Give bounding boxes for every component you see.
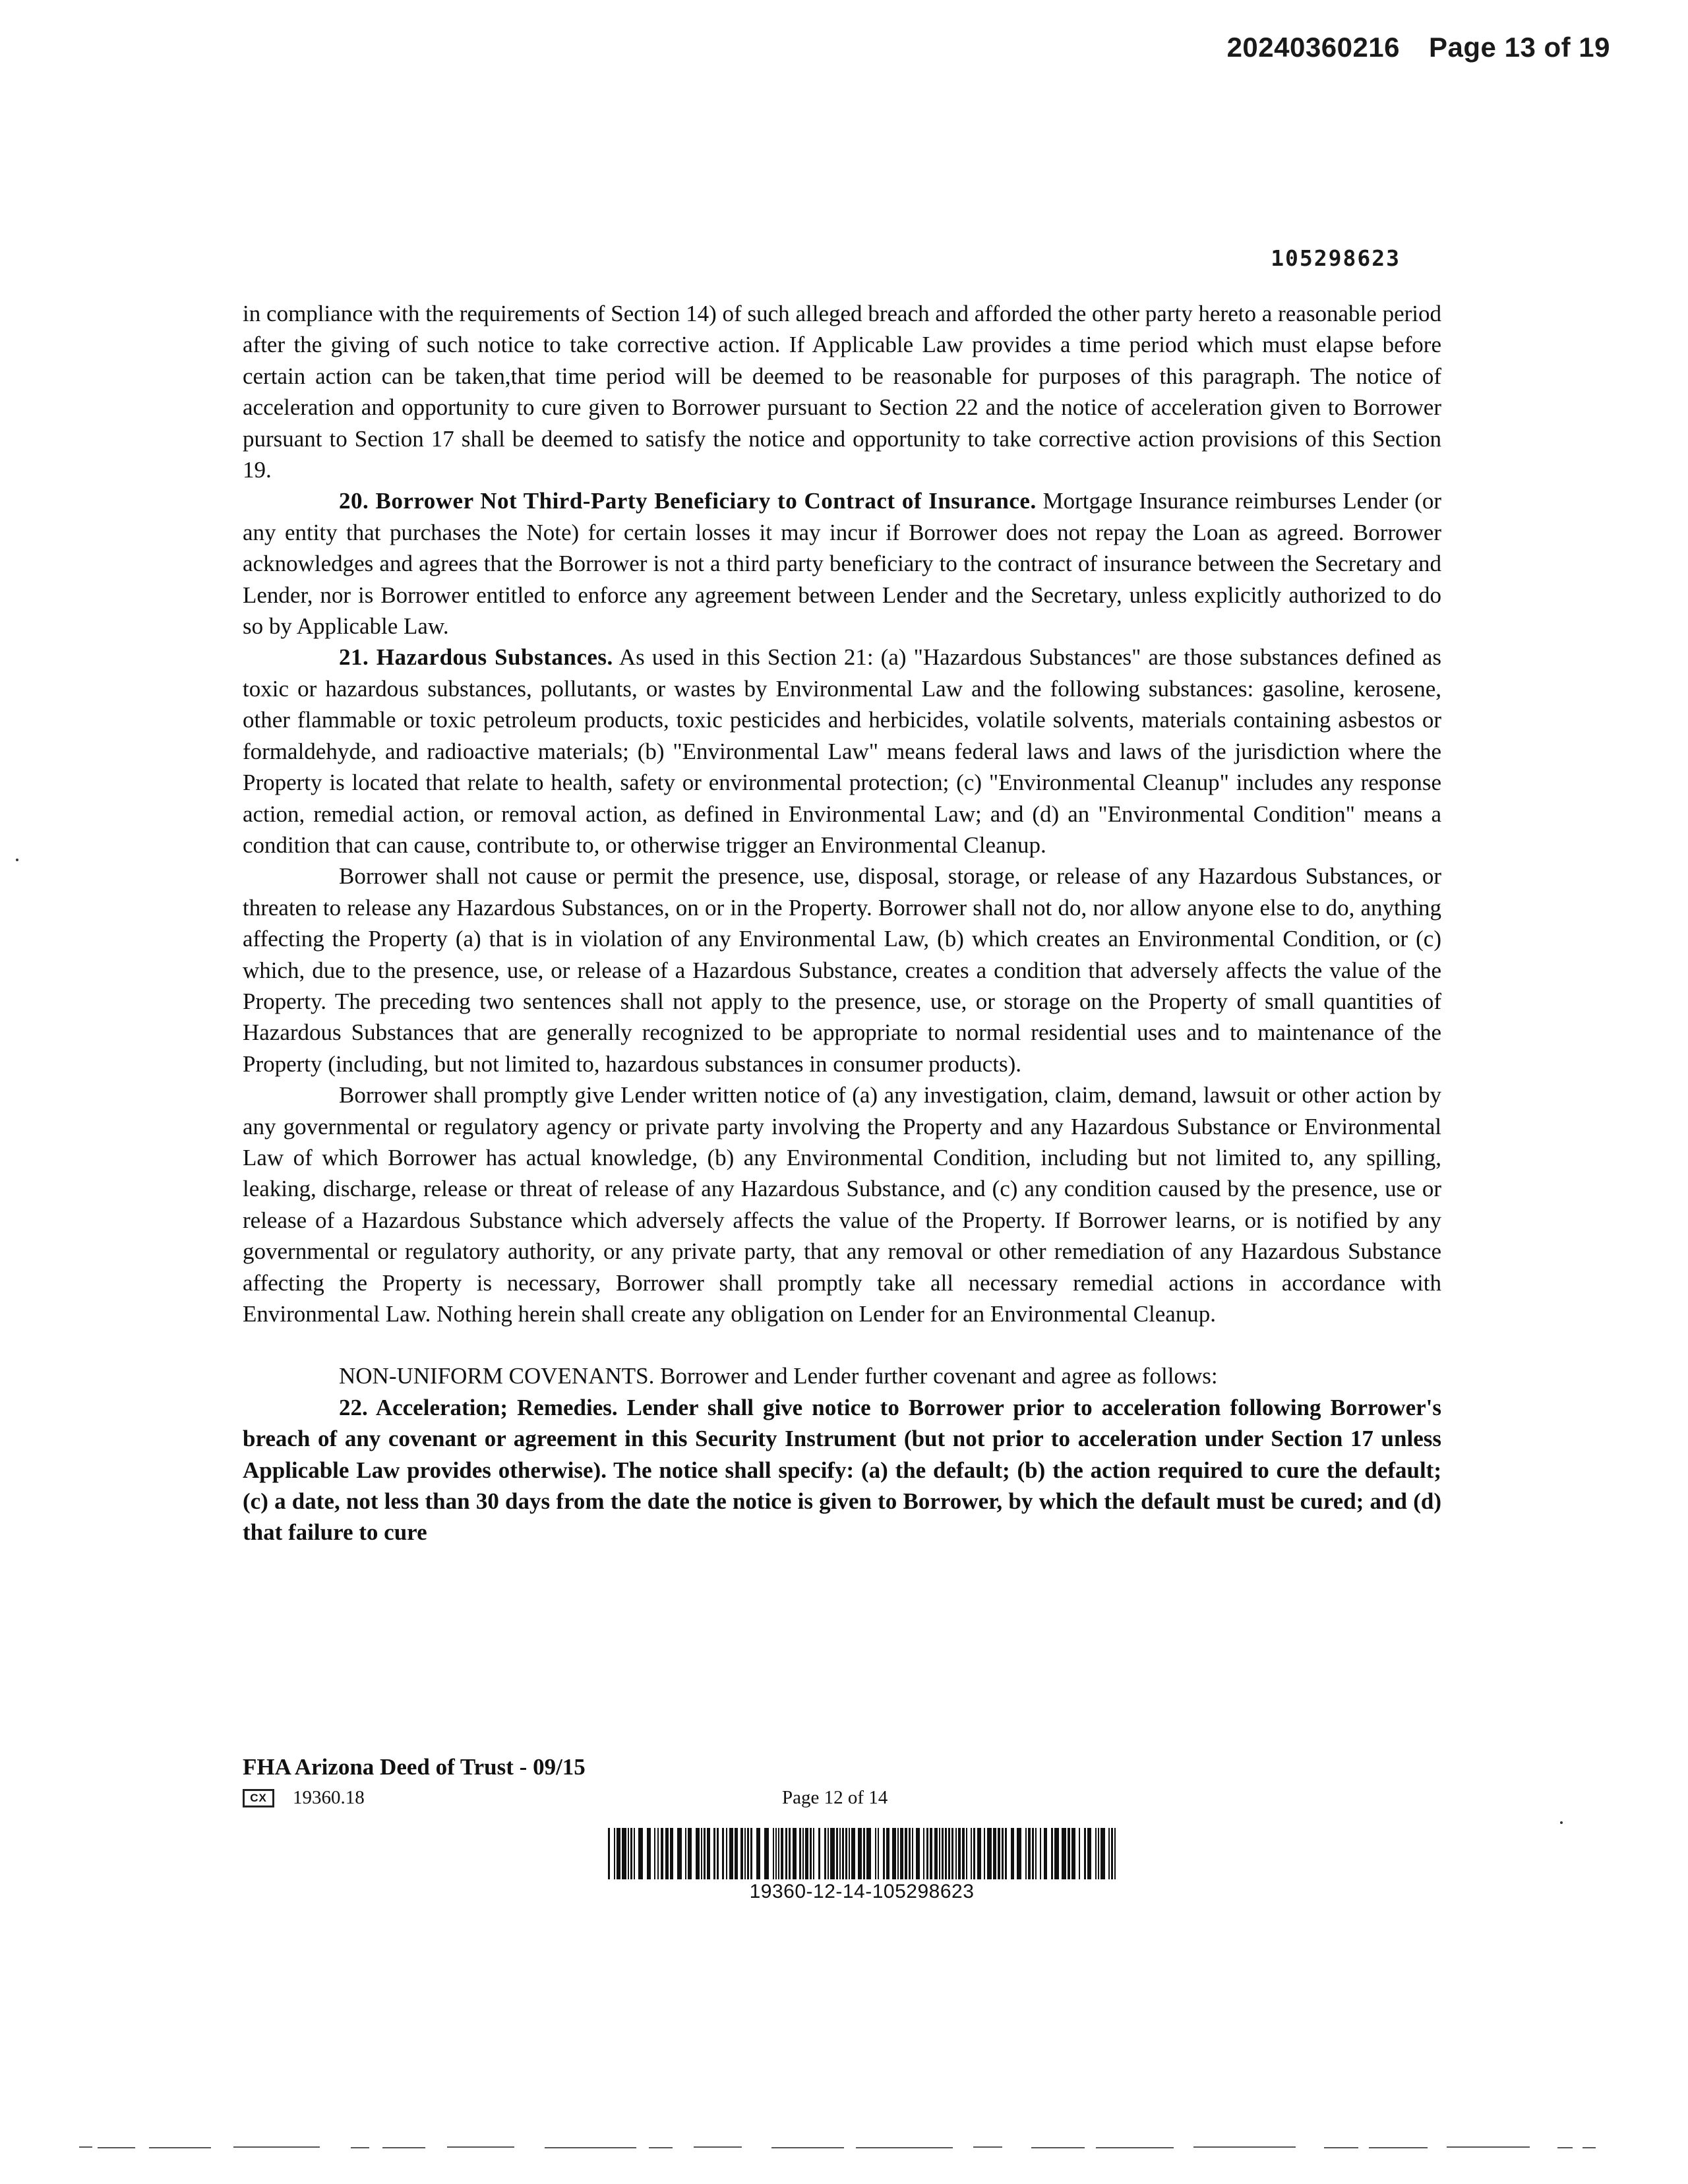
- barcode-bar: [654, 1828, 655, 1879]
- barcode-bar: [781, 1828, 783, 1879]
- barcode-bar: [729, 1828, 733, 1879]
- section-21-text: As used in this Section 21: (a) "Hazardous Substances" are those substances defined as toxic or hazardous substances, pollutants, or wastes by Environmental Law and the following substances: gasoline, kerosene, other flammable or toxic petroleum products, toxic pesticides and herbicides, volatile solvents, materials containing asbestos or formaldehyde, and radioactive materials; (b) "Environmental Law" means federal laws and laws of the jurisdiction where the Property is located that relate to health, safety or environmental protection; (c) "Environmental Cleanup" includes any response action, remedial action, or removal action, as defined in Environmental Law; and (d) an "Environmental Condition" means a condition that can cause, contribute to, or otherwise trigger an Environmental Cleanup.: [243, 644, 1441, 858]
- barcode-bar: [726, 1828, 727, 1879]
- barcode-bar: [836, 1828, 838, 1879]
- barcode-bar: [1095, 1828, 1097, 1879]
- barcode-bar: [696, 1828, 700, 1879]
- barcode-bar: [942, 1828, 944, 1879]
- barcode-bar: [930, 1828, 932, 1879]
- barcode-bar: [661, 1828, 663, 1879]
- barcode-bar: [878, 1828, 879, 1879]
- barcode-bar: [1032, 1828, 1034, 1879]
- barcode-bar: [1108, 1828, 1110, 1879]
- barcode-bar: [939, 1828, 940, 1879]
- section-21-heading: 21. Hazardous Substances.: [339, 644, 613, 671]
- barcode-bar: [744, 1828, 746, 1879]
- scan-edge-segment: [1193, 2146, 1296, 2148]
- barcode-bar: [923, 1828, 924, 1879]
- paragraph-section-21: [243, 642, 1441, 861]
- barcode-bar: [670, 1828, 673, 1879]
- barcode-bar: [866, 1828, 871, 1879]
- cx-logo: CX: [243, 1789, 274, 1807]
- barcode-bar: [948, 1828, 950, 1879]
- barcode-bar: [971, 1828, 972, 1879]
- paragraph-section-21-c: Borrower shall promptly give Lender written notice of (a) any investigation, claim, demand, lawsuit or other action by any governmental or regulatory agency or private party involving the Property and any Hazardous Substance or Environmental Law of which Borrower has actual knowledge, (b) any Environmental Condition, including but not limited to, any spilling, leaking, discharge, release or threat of release of any Hazardous Substance, and (c) any condition caused by the presence, use or release of a Hazardous Substance which adversely affects the value of the Property. If Borrower learns, or is notified by any governmental or regulatory authority, or any private party, that any removal or other remediation of any Hazardous Substance affecting the Property is necessary, Borrower shall promptly take all necessary remedial actions in accordance with Environmental Law. Nothing herein shall create any obligation on Lender for an Environmental Cleanup.: [243, 1082, 1441, 1327]
- barcode-bar: [926, 1828, 928, 1879]
- barcode-bar: [805, 1828, 808, 1879]
- barcode-bar: [617, 1828, 620, 1879]
- scan-edge-segment: [233, 2146, 320, 2148]
- barcode-bar: [955, 1828, 957, 1879]
- barcode-bar: [622, 1828, 626, 1879]
- barcode-bar: [951, 1828, 953, 1879]
- barcode-bar: [984, 1828, 985, 1879]
- barcode: [608, 1828, 1116, 1879]
- barcode-bar: [1100, 1828, 1105, 1879]
- barcode-bar: [863, 1828, 865, 1879]
- form-code: 19360.18: [293, 1787, 365, 1808]
- scan-edge-segment: [1031, 2147, 1085, 2148]
- barcode-bar: [704, 1828, 706, 1879]
- barcode-bar: [638, 1828, 643, 1879]
- barcode-bar: [628, 1828, 629, 1879]
- barcode-bar: [630, 1828, 632, 1879]
- barcode-bar: [722, 1828, 724, 1879]
- barcode-bar: [1002, 1828, 1004, 1879]
- barcode-bar: [900, 1828, 903, 1879]
- scan-edge-segment: [649, 2147, 673, 2148]
- barcode-bar: [1017, 1828, 1021, 1879]
- barcode-bar: [778, 1828, 779, 1879]
- barcode-bar: [886, 1828, 889, 1879]
- barcode-bar: [701, 1828, 702, 1879]
- barcode-bar: [608, 1828, 610, 1879]
- document-number: 20240360216: [1226, 32, 1401, 63]
- scan-edge-segment: [1369, 2147, 1428, 2148]
- scan-mark-dot: [16, 859, 18, 861]
- barcode-bar: [905, 1828, 907, 1879]
- barcode-bar: [875, 1828, 876, 1879]
- barcode-bar: [842, 1828, 844, 1879]
- section-20-text: Mortgage Insurance reimburses Lender (or any entity that purchases the Note) for certain losses it may incur if Borrower does not repay the Loan as agreed. Borrower acknowledges and agrees that the Borrower is not a third party beneficiary to the contract of insurance between the Secretary and Lender, nor is Borrower entitled to enforce any agreement between Lender and the Secretary, unless explicitly authorized to do so by Applicable Law.: [243, 488, 1441, 640]
- recording-page-label: Page 13 of 19: [1429, 32, 1610, 63]
- barcode-bar: [735, 1828, 738, 1879]
- scan-edge-segment: [1582, 2147, 1596, 2148]
- barcode-bar: [998, 1828, 1000, 1879]
- barcode-bar: [849, 1828, 850, 1879]
- barcode-bar: [828, 1828, 829, 1879]
- scan-edge-segment: [856, 2147, 953, 2148]
- barcode-bar: [1079, 1828, 1080, 1879]
- barcode-bar: [851, 1828, 855, 1879]
- footer-form-code: [243, 1787, 365, 1809]
- barcode-bar: [824, 1828, 826, 1879]
- scan-edge-segment: [79, 2146, 92, 2148]
- barcode-bar: [966, 1828, 967, 1879]
- scan-edge-segment: [1557, 2147, 1573, 2148]
- barcode-bar: [1028, 1828, 1031, 1879]
- barcode-bar: [799, 1828, 801, 1879]
- scan-edge-segment: [1324, 2147, 1358, 2148]
- barcode-bar: [818, 1828, 820, 1879]
- footer-page-number: Page 12 of 14: [782, 1787, 888, 1808]
- barcode-bar: [1011, 1828, 1014, 1879]
- barcode-bar: [813, 1828, 814, 1879]
- barcode-bar: [740, 1828, 743, 1879]
- barcode-bar: [775, 1828, 777, 1879]
- scan-mark-dot: [1560, 1821, 1563, 1824]
- barcode-bar: [1071, 1828, 1075, 1879]
- barcode-bar: [657, 1828, 659, 1879]
- barcode-bar: [634, 1828, 635, 1879]
- barcode-bar: [909, 1828, 911, 1879]
- barcode-bar: [810, 1828, 812, 1879]
- barcode-bar: [665, 1828, 669, 1879]
- barcode-bar: [962, 1828, 965, 1879]
- scan-edge-segment: [973, 2146, 1002, 2148]
- barcode-bar: [1114, 1828, 1116, 1879]
- barcode-bar: [839, 1828, 841, 1879]
- barcode-bar: [647, 1828, 651, 1879]
- paragraph-continuation: in compliance with the requirements of Section 14) of such alleged breach and afforded the other party hereto a reasonable period after the giving of such notice to take corrective action. If Applicable Law provides a time period which must elapse before certain action can be taken,that time period will be deemed to be reasonable for purposes of this paragraph. The notice of acceleration and opportunity to cure given to Borrower pursuant to Section 22 and the notice of acceleration given to Borrower pursuant to Section 17 shall be deemed to satisfy the notice and opportunity to take corrective action provisions of this Section 19.: [243, 301, 1441, 483]
- barcode-bar: [1005, 1828, 1007, 1879]
- scan-edge-segment: [1447, 2146, 1530, 2148]
- footer-form-title: FHA Arizona Deed of Trust - 09/15: [243, 1754, 586, 1780]
- barcode-bar: [688, 1828, 692, 1879]
- barcode-bar: [789, 1828, 791, 1879]
- scan-edge-segment: [351, 2147, 369, 2148]
- section-20-heading: 20. Borrower Not Third-Party Beneficiary to Contract of Insurance.: [339, 488, 1037, 514]
- paragraph-section-21-b: Borrower shall not cause or permit the presence, use, disposal, storage, or release of any Hazardous Substances, or threaten to release any Hazardous Substances, on or in the Property. Borrower shall not do, nor allow anyone else to do, anything affecting the Property (a) that is in violation of any Environmental Law, (b) which creates an Environmental Condition, or (c) which, due to the presence, use, or release of a Hazardous Substance, creates a condition that adversely affects the value of the Property. The preceding two sentences shall not apply to the presence, use, or storage on the Property of small quantities of Hazardous Substances that are generally recognized to be appropriate to normal residential uses and to maintenance of the Property (including, but not limited to, hazardous substances in consumer products).: [243, 863, 1441, 1077]
- barcode-bar: [756, 1828, 760, 1879]
- barcode-bar: [973, 1828, 975, 1879]
- barcode-bar: [1068, 1828, 1070, 1879]
- barcode-bar: [830, 1828, 835, 1879]
- barcode-bar: [987, 1828, 992, 1879]
- scan-edge-segment: [149, 2147, 211, 2148]
- barcode-bar: [785, 1828, 787, 1879]
- scan-edge-segment: [694, 2146, 742, 2148]
- barcode-bar: [883, 1828, 885, 1879]
- scan-edge-line: [79, 2146, 1596, 2150]
- paragraph-section-20: [243, 485, 1441, 642]
- barcode-bar: [958, 1828, 961, 1879]
- barcode-bar: [802, 1828, 804, 1879]
- scan-edge-segment: [98, 2147, 135, 2148]
- paragraph-non-uniform-covenants: NON-UNIFORM COVENANTS. Borrower and Lender further covenant and agree as follows:: [339, 1363, 1218, 1389]
- paragraph-section-22: 22. Acceleration; Remedies. Lender shall give notice to Borrower prior to acceleration following Borrower's breach of any covenant or agreement in this Security Instrument (but not prior to acceleration under Section 17 unless Applicable Law provides otherwise). The notice shall specify: (a) the default; (b) the action required to cure the default; (c) a date, not less than 30 days from the date the notice is given to Borrower, by which the default must be cured; and (d) that failure to cure: [243, 1394, 1441, 1546]
- barcode-bar: [1054, 1828, 1059, 1879]
- barcode-bar: [747, 1828, 749, 1879]
- barcode-bar: [1087, 1828, 1091, 1879]
- barcode-bar: [912, 1828, 913, 1879]
- document-body: [243, 298, 1441, 1548]
- barcode-bar: [897, 1828, 899, 1879]
- barcode-bar: [1040, 1828, 1041, 1879]
- barcode-bar: [1051, 1828, 1053, 1879]
- barcode-bar: [892, 1828, 896, 1879]
- barcode-bar: [717, 1828, 719, 1879]
- scan-edge-segment: [447, 2146, 514, 2148]
- barcode-bar: [677, 1828, 682, 1879]
- scan-edge-segment: [771, 2147, 844, 2148]
- barcode-bar: [993, 1828, 996, 1879]
- barcode-bar: [1044, 1828, 1047, 1879]
- barcode-bar: [773, 1828, 774, 1879]
- barcode-bar: [614, 1828, 615, 1879]
- barcode-bar: [1025, 1828, 1027, 1879]
- barcode-bar: [750, 1828, 752, 1879]
- loan-number: 105298623: [1271, 245, 1401, 271]
- barcode-bar: [845, 1828, 847, 1879]
- barcode-bar: [934, 1828, 938, 1879]
- barcode-bar: [977, 1828, 981, 1879]
- barcode-bar: [916, 1828, 920, 1879]
- barcode-bar: [685, 1828, 686, 1879]
- barcode-bar: [707, 1828, 710, 1879]
- barcode-bar: [858, 1828, 862, 1879]
- scan-edge-segment: [382, 2147, 425, 2148]
- barcode-bar: [1062, 1828, 1066, 1879]
- barcode-caption: 19360-12-14-105298623: [749, 1881, 975, 1902]
- barcode-bar: [1084, 1828, 1086, 1879]
- barcode-bar: [793, 1828, 797, 1879]
- barcode-bar: [945, 1828, 947, 1879]
- recording-header: [1227, 32, 1610, 63]
- scan-edge-segment: [1096, 2147, 1174, 2148]
- barcode-bar: [1111, 1828, 1113, 1879]
- barcode-bar: [1035, 1828, 1037, 1879]
- scan-edge-segment: [545, 2147, 636, 2148]
- barcode-bar: [713, 1828, 715, 1879]
- barcode-bar: [764, 1828, 769, 1879]
- barcode-bar: [1098, 1828, 1099, 1879]
